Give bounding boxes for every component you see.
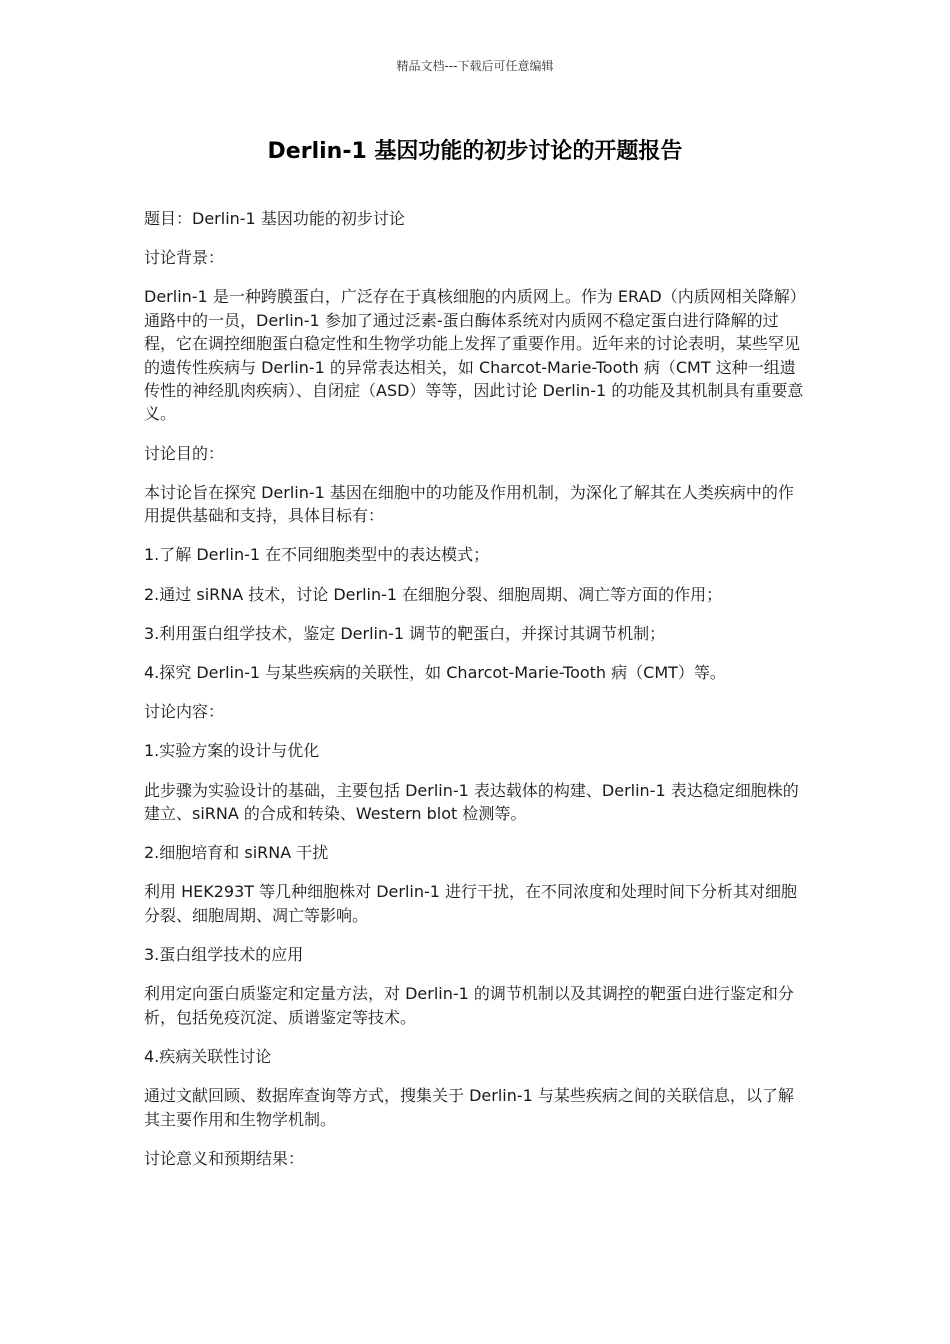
list-item-goal-2: 2.通过 siRNA 技术，讨论 Derlin-1 在细胞分裂、细胞周期、凋亡等方面的作用； — [144, 584, 723, 604]
document-body — [144, 207, 808, 1186]
list-item-goal-3: 3.利用蛋白组学技术，鉴定 Derlin-1 调节的靶蛋白，并探讨其调节机制； — [144, 623, 666, 643]
paragraph-purpose: 本讨论旨在探究 Derlin-1 基因在细胞中的功能及作用机制，为深化了解其在人类疾病中的作用提供基础和支持，具体目标有： — [144, 482, 794, 526]
section-heading-purpose: 讨论目的： — [144, 443, 225, 463]
section-heading-background: 讨论背景： — [144, 248, 225, 268]
page-header: 精品文档---下载后可任意编辑 — [396, 59, 554, 73]
subheading-disease-association: 4.疾病关联性讨论 — [144, 1046, 272, 1066]
paragraph-background: Derlin-1 是一种跨膜蛋白，广泛存在于真核细胞的内质网上。作为 ERAD（内质网相关降解）通路中的一员，Derlin-1 参加了通过泛素-蛋白酶体系统对内质网不稳定蛋白进行降解的过程，它在调控细胞蛋白稳定性和生物学功能上发挥了重要作用。近年来的讨论表明，某些罕见的遗传性疾病与 Derlin-1 的异常表达相关，如 Charcot-Marie-Tooth 病（CMT 这种一组遗传性的神经肌肉疾病）、自闭症（ASD）等等，因此讨论 Derlin-1 的功能及其机制具有重要意义。 — [144, 287, 806, 424]
document-title: Derlin-1 基因功能的初步讨论的开题报告 — [267, 139, 683, 164]
section-heading-significance: 讨论意义和预期结果： — [144, 1148, 305, 1168]
subheading-cell-culture: 2.细胞培育和 siRNA 干扰 — [144, 843, 329, 863]
list-item-goal-1: 1.了解 Derlin-1 在不同细胞类型中的表达模式； — [144, 545, 490, 565]
subheading-proteomics: 3.蛋白组学技术的应用 — [144, 945, 304, 965]
paragraph-experiment-design: 此步骤为实验设计的基础，主要包括 Derlin-1 表达载体的构建、Derlin-1 表达稳定细胞株的建立、siRNA 的合成和转染、Western blot 检测等。 — [144, 780, 799, 824]
section-heading-content: 讨论内容： — [144, 702, 225, 722]
paragraph-topic: 题目：Derlin-1 基因功能的初步讨论 — [144, 209, 405, 228]
list-item-goal-4: 4.探究 Derlin-1 与某些疾病的关联性，如 Charcot-Marie-Tooth 病（CMT）等。 — [144, 663, 726, 683]
paragraph-proteomics: 利用定向蛋白质鉴定和定量方法，对 Derlin-1 的调节机制以及其调控的靶蛋白进行鉴定和分析，包括免疫沉淀、质谱鉴定等技术。 — [144, 984, 794, 1027]
paragraph-cell-culture: 利用 HEK293T 等几种细胞株对 Derlin-1 进行干扰，在不同浓度和处理时间下分析其对细胞分裂、细胞周期、凋亡等影响。 — [144, 882, 798, 925]
subheading-experiment-design: 1.实验方案的设计与优化 — [144, 741, 320, 761]
paragraph-disease-association: 通过文献回顾、数据库查询等方式，搜集关于 Derlin-1 与某些疾病之间的关联信息，以了解其主要作用和生物学机制。 — [144, 1086, 794, 1129]
